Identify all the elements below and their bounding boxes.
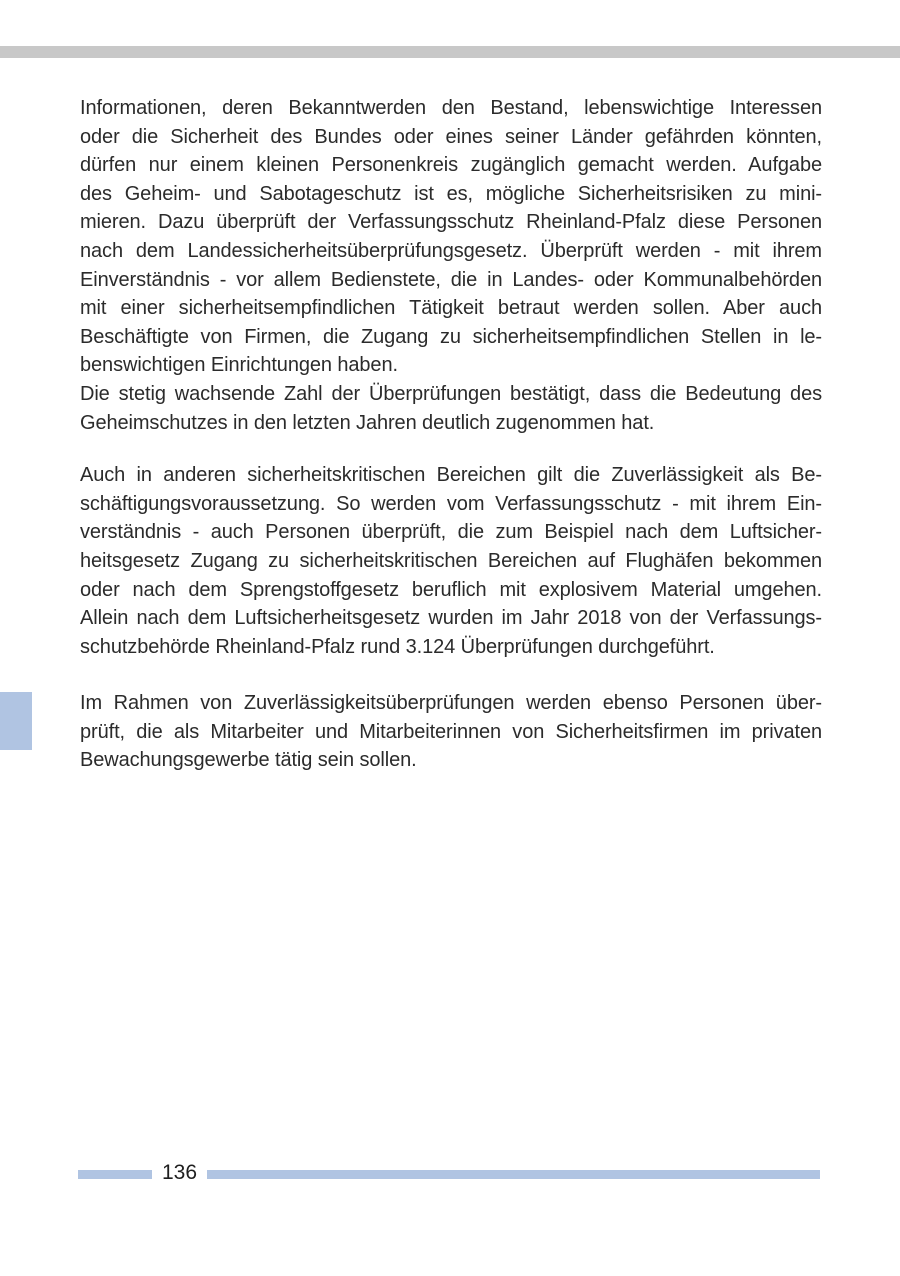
text-line: mieren. Dazu überprüft der Verfassungsschutz Rheinland-Pfalz diese Personen xyxy=(80,211,822,234)
text-line: des Geheim- und Sabotageschutz ist es, mögliche Sicherheitsrisiken zu mini- xyxy=(80,182,822,205)
text-line: Einverständnis - vor allem Bedienstete, die in Landes- oder Kommunalbehörden xyxy=(80,268,822,291)
text-line: Beschäftigte von Firmen, die Zugang zu sicherheitsempfindlichen Stellen in le- xyxy=(80,325,822,348)
paragraph xyxy=(80,689,822,775)
text-line: verständnis - auch Personen überprüft, die zum Beispiel nach dem Luftsicher- xyxy=(80,521,822,544)
text-line: Geheimschutzes in den letzten Jahren deutlich zugenommen hat. xyxy=(80,411,655,434)
text-line: Im Rahmen von Zuverlässigkeitsüberprüfungen werden ebenso Personen über- xyxy=(80,692,822,715)
text-line: schäftigungsvoraussetzung. So werden vom Verfassungsschutz - mit ihrem Ein- xyxy=(80,492,822,515)
paragraph xyxy=(80,461,822,661)
text-line: benswichtigen Einrichtungen haben. xyxy=(80,354,398,377)
text-line: nach dem Landessicherheitsüberprüfungsgesetz. Überprüft werden - mit ihrem xyxy=(80,239,822,262)
body-text xyxy=(80,94,822,775)
text-line: Die stetig wachsende Zahl der Überprüfungen bestätigt, dass die Bedeutung des xyxy=(80,382,822,405)
text-line: oder die Sicherheit des Bundes oder eines seiner Länder gefährden könnten, xyxy=(80,125,822,148)
text-line: oder nach dem Sprengstoffgesetz beruflich mit explosivem Material umgehen. xyxy=(80,578,822,601)
text-line: mit einer sicherheitsempfindlichen Tätigkeit betraut werden sollen. Aber auch xyxy=(80,297,822,320)
text-line: Auch in anderen sicherheitskritischen Bereichen gilt die Zuverlässigkeit als Be- xyxy=(80,464,822,487)
text-line: Informationen, deren Bekanntwerden den Bestand, lebenswichtige Interessen xyxy=(80,97,822,119)
text-line: dürfen nur einem kleinen Personenkreis zugänglich gemacht werden. Aufgabe xyxy=(80,154,822,177)
footer-rule-right xyxy=(207,1170,820,1179)
text-line: heitsgesetz Zugang zu sicherheitskritischen Bereichen auf Flughäfen bekommen xyxy=(80,549,822,572)
paragraph xyxy=(80,380,822,437)
top-divider-rule xyxy=(0,46,900,58)
text-line: schutzbehörde Rheinland-Pfalz rund 3.124 Überprüfungen durchgeführt. xyxy=(80,635,715,658)
text-line: Bewachungsgewerbe tätig sein sollen. xyxy=(80,749,417,772)
margin-marker-block xyxy=(0,692,32,750)
paragraph xyxy=(80,94,822,380)
text-line: Allein nach dem Luftsicherheitsgesetz wurden im Jahr 2018 von der Verfassungs- xyxy=(80,607,822,630)
page-number: 136 xyxy=(161,1161,198,1184)
text-line: prüft, die als Mitarbeiter und Mitarbeiterinnen von Sicherheitsfirmen im privaten xyxy=(80,720,822,743)
footer-rule-left xyxy=(78,1170,152,1179)
